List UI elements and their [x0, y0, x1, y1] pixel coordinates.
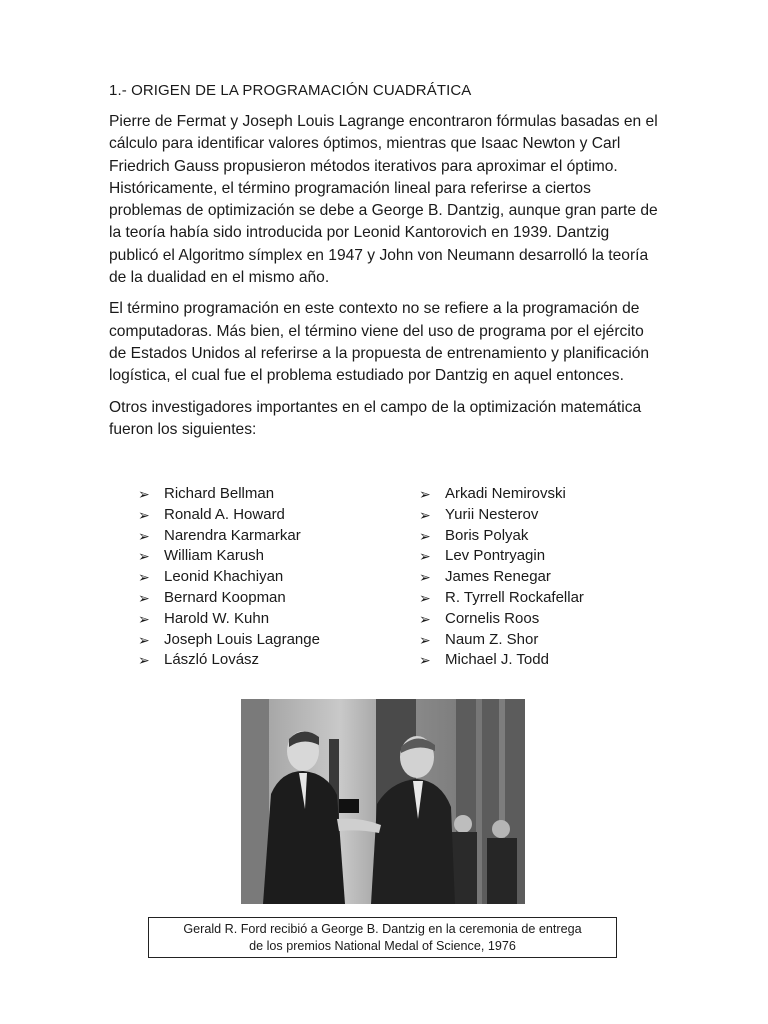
arrow-bullet-icon: ➢ [138, 589, 150, 606]
arrow-bullet-icon: ➢ [419, 610, 431, 627]
researcher-name: Yurii Nesterov [445, 505, 539, 523]
list-item [138, 526, 320, 547]
researcher-name: Harold W. Kuhn [164, 609, 270, 627]
researcher-name: Richard Bellman [164, 485, 275, 502]
list-item [419, 567, 584, 588]
list-item [419, 505, 584, 526]
researcher-name: Ronald A. Howard [164, 505, 285, 523]
researcher-name: Bernard Koopman [164, 588, 286, 606]
list-item [138, 650, 320, 671]
list-item [419, 526, 584, 547]
researcher-name: Cornelis Roos [445, 609, 540, 627]
researcher-name: James Renegar [445, 568, 551, 586]
arrow-bullet-icon: ➢ [138, 548, 150, 565]
researcher-name: Leonid Khachiyan [164, 568, 284, 586]
caption-line-1: Gerald R. Ford recibió a George B. Dantzig en la ceremonia de entrega [183, 922, 582, 936]
list-item [138, 484, 320, 505]
researcher-name: Joseph Louis Lagrange [164, 630, 320, 648]
list-item [138, 588, 320, 609]
researcher-name: Michael J. Todd [445, 651, 549, 669]
list-item [138, 609, 320, 630]
ceremony-photo [241, 699, 525, 904]
researcher-name: Arkadi Nemirovski [445, 485, 566, 502]
arrow-bullet-icon: ➢ [419, 652, 431, 669]
researcher-name: R. Tyrrell Rockafellar [445, 588, 584, 606]
list-item [138, 567, 320, 588]
arrow-bullet-icon: ➢ [138, 527, 150, 544]
researcher-name: Narendra Karmarkar [164, 526, 301, 544]
list-item [138, 546, 320, 567]
researcher-name: Boris Polyak [445, 526, 529, 544]
arrow-bullet-icon: ➢ [419, 506, 431, 523]
arrow-bullet-icon: ➢ [419, 527, 431, 544]
researchers-list-left [138, 484, 320, 671]
arrow-bullet-icon: ➢ [138, 486, 150, 502]
paragraph-history: Pierre de Fermat y Joseph Louis Lagrange encontraron fórmulas basadas en el cálculo para identificar valores óptimos, mientras que Isaac Newton y Carl Friedrich Gauss propusieron métodos iterativos para aproximar el óptimo. Históricamente, el término programación lineal para referirse a ciertos problemas de optimización se debe a George B. Dantzig, aunque gran parte de la teoría había sido introducida por Leonid Kantorovich en 1939. Dantzig publicó el Algoritmo símplex en 1947 y John von Neumann desarrolló la teoría de la dualidad en el mismo año. [109, 113, 658, 287]
paragraph-researchers-intro: Otros investigadores importantes en el campo de la optimización matemática fueron los siguientes: [109, 398, 642, 438]
arrow-bullet-icon: ➢ [138, 569, 150, 586]
researcher-name: Lev Pontryagin [445, 547, 546, 565]
researcher-name: László Lovász [164, 651, 260, 669]
list-item [419, 630, 584, 651]
arrow-bullet-icon: ➢ [419, 548, 431, 565]
document-body [109, 82, 659, 450]
researchers-list-right [419, 484, 584, 671]
arrow-bullet-icon: ➢ [138, 610, 150, 627]
arrow-bullet-icon: ➢ [138, 506, 150, 523]
arrow-bullet-icon: ➢ [138, 631, 150, 648]
section-heading: 1.- ORIGEN DE LA PROGRAMACIÓN CUADRÁTICA [109, 82, 472, 99]
arrow-bullet-icon: ➢ [419, 589, 431, 606]
list-item [419, 609, 584, 630]
list-item [419, 650, 584, 671]
list-item [138, 505, 320, 526]
photo-caption [148, 917, 617, 958]
list-item [419, 588, 584, 609]
paragraph-programming-term: El término programación en este contexto no se refiere a la programación de computadoras. Más bien, el término viene del uso de programa por el ejército de Estados Unidos al referirse a la propuesta de entrenamiento y planificación logística, el cual fue el problema estudiado por Dantzig en aquel entonces. [109, 300, 650, 385]
list-item [138, 630, 320, 651]
list-item [419, 546, 584, 567]
list-item [419, 484, 584, 505]
arrow-bullet-icon: ➢ [419, 569, 431, 586]
researcher-name: William Karush [164, 547, 265, 565]
arrow-bullet-icon: ➢ [419, 631, 431, 648]
researchers-lists [138, 484, 618, 674]
arrow-bullet-icon: ➢ [419, 486, 431, 502]
researcher-name: Naum Z. Shor [445, 630, 539, 648]
arrow-bullet-icon: ➢ [138, 652, 150, 669]
caption-line-2: de los premios National Medal of Science, 1976 [249, 939, 516, 953]
